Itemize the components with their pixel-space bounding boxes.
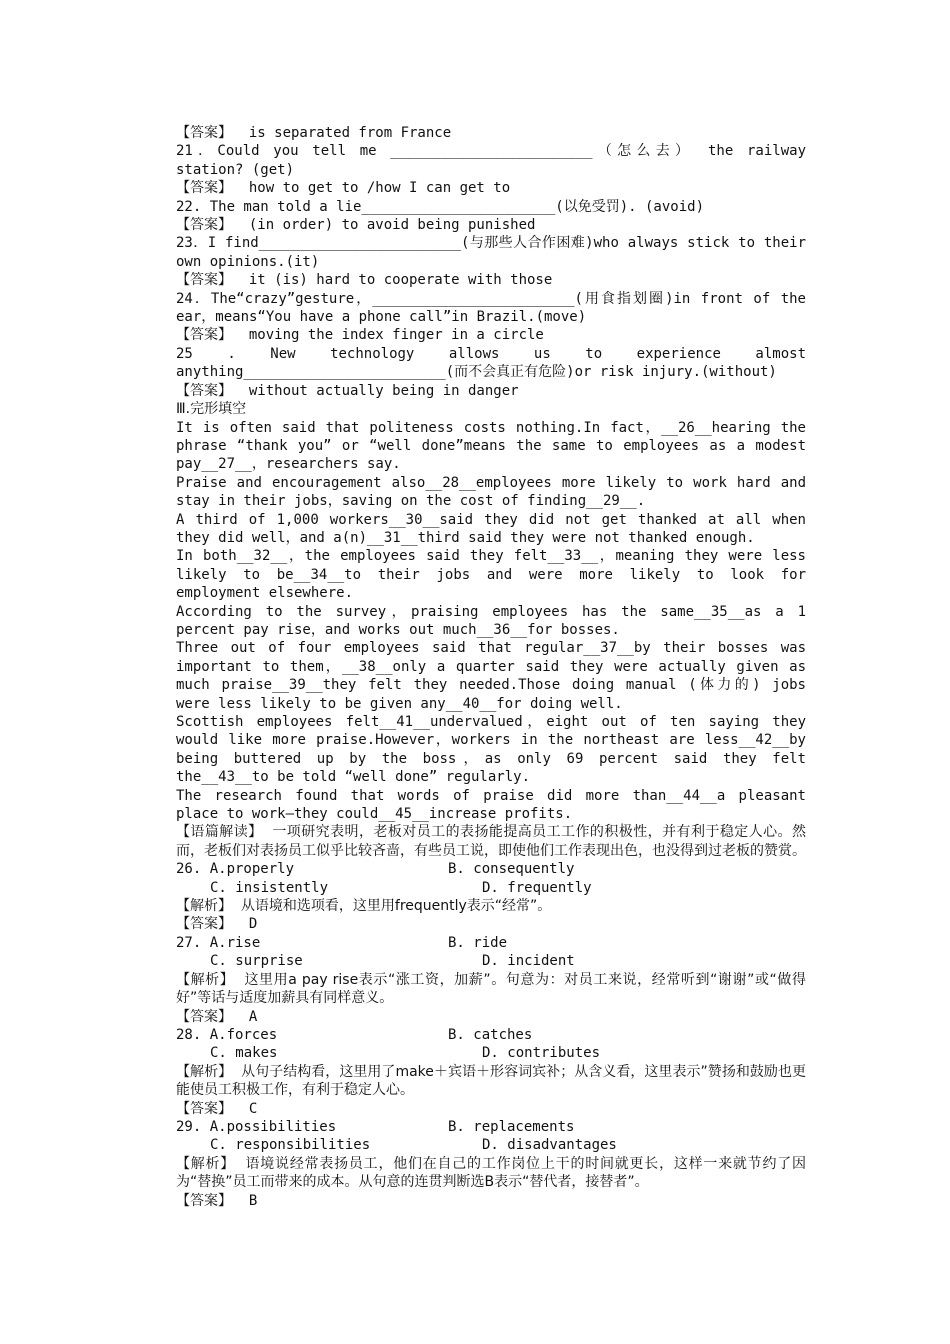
option-row [144, 1136, 806, 1154]
cloze-paragraph: Praise and encouragement also__28__employees more likely to work hard and stay in their jobs，saving on the cost of finding__29__. [176, 474, 815, 510]
option-d: D. disadvantages [482, 1137, 617, 1154]
analysis-line: 【解析】 从句子结构看，这里用了make＋宾语＋形容词宾补；从含义看，这里表示”赞扬和鼓励也更能使员工积极工作，有利于稳定人心。 [176, 1063, 806, 1099]
question-22: 22. The man told a lie_______________________(以免受罚). (avoid) [176, 198, 705, 215]
cloze-paragraph: According to the survey，praising employees has the same__35__as a 1 percent pay rise，and works out much__36__for bosses. [176, 603, 815, 638]
question-23: 23．I find________________________(与那些人合作困难)who always stick to their own opinions.(it) [176, 235, 815, 270]
section-heading: Ⅲ.完形填空 [176, 401, 247, 418]
cloze-paragraph: Scottish employees felt__41__undervalued，eight out of ten saying they would like more praise.However，workers in the northeast are less__42__by being buttered up by the boss，as only 69 percent said they felt the__43__to be told “well done” regularly. [176, 714, 815, 786]
answer-line: 【答案】 (in order) to avoid being punished [176, 217, 536, 234]
answer-line: 【答案】 C [176, 1100, 258, 1117]
cloze-paragraph: In both__32__，the employees said they felt__33__，meaning they were less likely to be__34__to their jobs and were more likely to look for employment elsewhere. [176, 548, 815, 602]
option-a: 29. A.possibilities [176, 1118, 337, 1135]
answer-line: 【答案】 moving the index finger in a circle [176, 327, 544, 344]
option-c: C. makes [210, 1045, 278, 1062]
cloze-paragraph: It is often said that politeness costs nothing.In fact，__26__hearing the phrase “thank you” or “well done”means the same to employees as a modest pay__27__，researchers say. [176, 419, 815, 473]
option-b: B. catches [448, 1026, 533, 1043]
document-page [144, 124, 815, 1210]
option-row [144, 952, 806, 970]
option-a: 26. A.properly [176, 861, 295, 878]
question-25: 25 . New technology allows us to experience almost anything________________________(而不会真正有危险)or risk injury.(without) [176, 345, 815, 381]
analysis-line: 【解析】 从语境和选项看，这里用frequently表示“经常”。 [176, 898, 552, 915]
answer-line: 【答案】 B [176, 1192, 258, 1209]
option-d: D. incident [482, 953, 575, 970]
cloze-paragraph: A third of 1,000 workers__30__said they did not get thanked at all when they did well，and a(n)__31__third said they were not thanked enough. [176, 511, 815, 546]
option-row [144, 879, 806, 897]
option-d: D. frequently [482, 879, 592, 896]
answer-line: 【答案】 A [176, 1008, 258, 1025]
option-c: C. surprise [210, 953, 303, 970]
question-24: 24．The“crazy”gesture，________________________(用食指划圈)in front of the ear，means“You have a phone call”in Brazil.(move) [176, 290, 815, 326]
reading-summary: 【语篇解读】 一项研究表明，老板对员工的表扬能提高员工工作的积极性，并有利于稳定人心。然而，老板们对表扬员工似乎比较吝啬，有些员工说，即使他们工作表现出色，也没得到过老板的赞赏。 [176, 824, 806, 859]
cloze-paragraph: Three out of four employees said that regular__37__by their bosses was important to them，__38__only a quarter said they were actually given as much praise__39__they felt they needed.Those doing manual (体力的) jobs were less likely to be given any__40__for doing well. [176, 640, 815, 712]
answer-line: 【答案】 D [176, 916, 258, 933]
answer-line: 【答案】 how to get to /how I can get to [176, 180, 511, 197]
option-b: B. consequently [448, 861, 575, 878]
option-a: 27. A.rise [176, 934, 261, 951]
option-row [144, 1118, 806, 1136]
answer-line: 【答案】 without actually being in danger [176, 382, 519, 399]
analysis-line: 【解析】 语境说经常表扬员工，他们在自己的工作岗位上干的时间就更长，这样一来就节约了因为“替换”员工而带来的成本。从句意的连贯判断选B表示“替代者，接替者”。 [176, 1155, 806, 1191]
option-row [144, 1026, 806, 1044]
cloze-paragraph: The research found that words of praise did more than__44__a pleasant place to work—they could__45__increase profits. [176, 787, 815, 823]
option-c: C. insistently [210, 879, 329, 896]
answer-line: 【答案】 is separated from France [176, 125, 452, 141]
question-21: 21．Could you tell me ________________________（怎么去） the railway station? (get) [176, 143, 815, 178]
option-b: B. replacements [448, 1118, 575, 1135]
option-b: B. ride [448, 934, 508, 951]
option-a: 28. A.forces [176, 1026, 278, 1043]
option-row [144, 934, 806, 952]
option-c: C. responsibilities [210, 1137, 371, 1154]
answer-line: 【答案】 it (is) hard to cooperate with those [176, 272, 553, 289]
option-row [144, 1044, 806, 1062]
option-d: D. contributes [482, 1045, 601, 1062]
option-row [144, 860, 806, 878]
analysis-line: 【解析】 这里用a pay rise表示“涨工资，加薪”。句意为：对员工来说，经常听到“谢谢”或“做得好”等话与适度加薪具有同样意义。 [176, 971, 806, 1007]
